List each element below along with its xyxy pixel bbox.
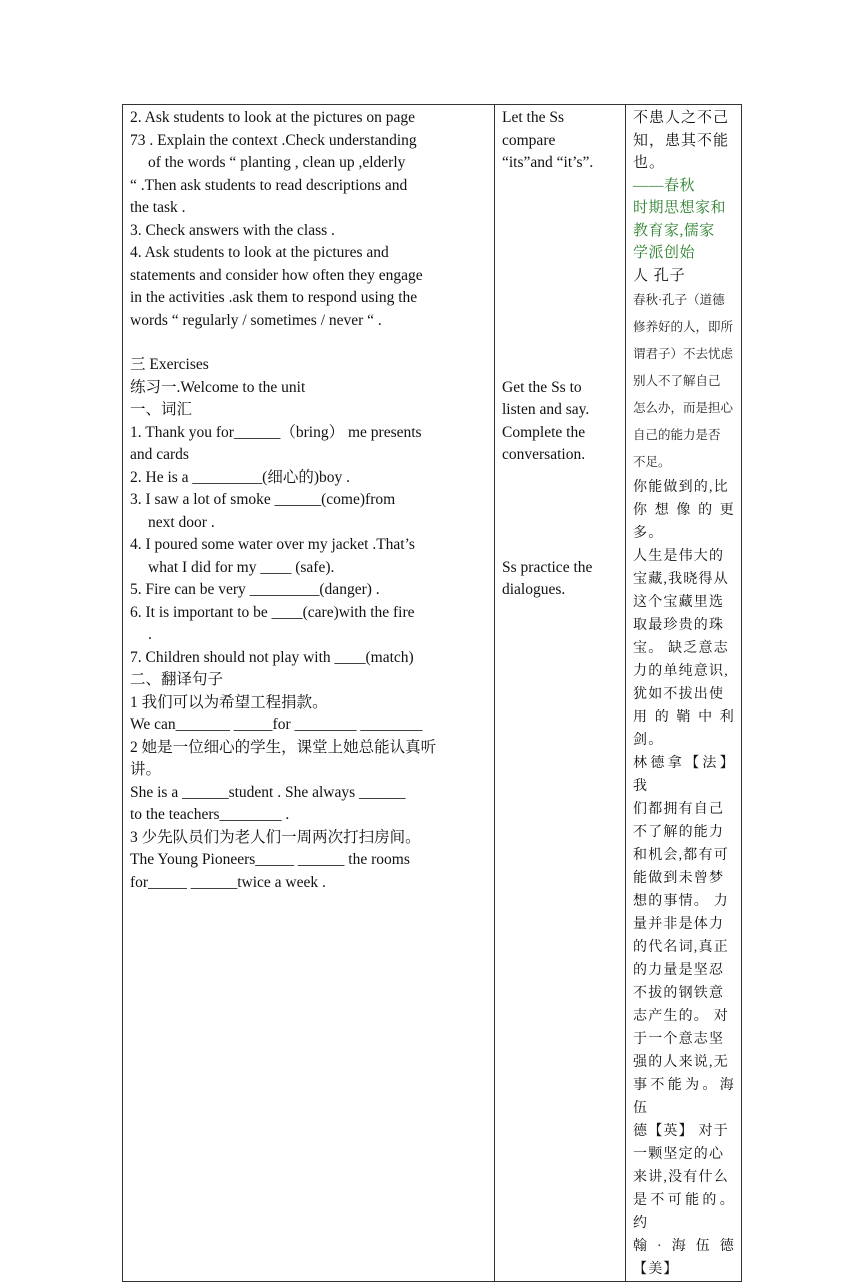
quote-line: 不患人之不己 bbox=[633, 110, 730, 126]
explanation-line: 自己的能力是否 bbox=[633, 428, 721, 442]
explanation-line: 修养好的人，即所 bbox=[633, 320, 734, 334]
activity-block-compare bbox=[502, 107, 619, 175]
procedure-line: 3. I saw a lot of smoke ______(come)from bbox=[130, 491, 396, 508]
procedure-line: for_____ ______twice a week . bbox=[130, 873, 326, 891]
procedure-line: 3 少先队员们为老人们一周两次打扫房间。 bbox=[130, 828, 421, 846]
motto-line: 不了解的能力 bbox=[633, 825, 725, 840]
explanation-line: 怎么办，而是担心 bbox=[633, 401, 734, 415]
procedure-line: to the teachers________ . bbox=[130, 806, 290, 823]
motto-line: 力的单纯意识, bbox=[633, 664, 729, 679]
motto-line: 一颗坚定的心 bbox=[633, 1147, 725, 1162]
activity-line: conversation. bbox=[502, 446, 586, 463]
motto-line: 们都拥有自己 bbox=[633, 802, 725, 817]
procedure-line: 6. It is important to be ____(care)with the fire bbox=[130, 603, 415, 621]
motto-line: 的力量是坚忍 bbox=[633, 963, 725, 978]
activity-line: Get the Ss to bbox=[502, 378, 582, 396]
motto-line: 翰·海伍德【美】 bbox=[633, 1239, 735, 1277]
attribution-line: 学派创始 bbox=[633, 245, 696, 261]
procedure-line: 7. Children should not play with ____(match) bbox=[130, 648, 414, 666]
procedure-line: 1 我们可以为希望工程捐款。 bbox=[130, 693, 328, 711]
procedure-line: She is a ______student . She always ______ bbox=[130, 783, 406, 801]
motto-line: 于一个意志坚 bbox=[633, 1032, 725, 1047]
motto-line: 德【英】 对于 bbox=[633, 1124, 729, 1139]
quote-line: 也。 bbox=[633, 155, 666, 171]
motto-line: 你能做到的,比 bbox=[633, 480, 729, 495]
procedure-line: 2. Ask students to look at the pictures on page bbox=[130, 109, 415, 126]
motto-line: 人生是伟大的 bbox=[633, 549, 725, 564]
explanation-line: 别人不了解自己 bbox=[633, 374, 721, 388]
explanation-line: 不足。 bbox=[633, 455, 671, 469]
attribution-line: ——春秋 bbox=[633, 177, 696, 194]
motto-line: 宝。 缺乏意志 bbox=[633, 641, 729, 656]
procedure-line: 3. Check answers with the class . bbox=[130, 221, 335, 239]
procedure-line: We can_______ _____for ________ ________ bbox=[130, 716, 423, 733]
procedure-line: 三 Exercises bbox=[130, 356, 209, 373]
motto-line: 用的鞘中利剑。 bbox=[633, 710, 735, 748]
motto-line: 你想像的更多。 bbox=[633, 503, 735, 541]
procedure-line: The Young Pioneers_____ ______ the rooms bbox=[130, 851, 410, 868]
motto-line: 志产生的。 对 bbox=[633, 1009, 729, 1024]
procedure-line: what I did for my ____ (safe). bbox=[148, 558, 335, 576]
motto-line: 宝藏,我晓得从 bbox=[633, 572, 729, 587]
motto-line: 犹如不拔出使 bbox=[633, 687, 725, 702]
quote-author: 人 孔子 bbox=[633, 267, 686, 284]
activity-block-practice bbox=[502, 557, 619, 602]
motto-line: 林德拿【法】我 bbox=[633, 756, 735, 794]
procedure-lines bbox=[130, 107, 488, 894]
motto-line: 强的人来说,无 bbox=[633, 1055, 729, 1070]
motto-line: 这个宝藏里选 bbox=[633, 595, 725, 610]
procedure-line: in the activities .ask them to respond using the bbox=[130, 289, 418, 306]
procedure-line: “ .Then ask students to read descriptions and bbox=[130, 176, 408, 194]
procedure-line: words “ regularly / sometimes / never “ . bbox=[130, 311, 382, 329]
quote-attribution bbox=[633, 175, 735, 265]
procedure-line: and cards bbox=[130, 446, 189, 463]
motto-line: 是不可能的。约 bbox=[633, 1193, 735, 1231]
motto-line: 来讲,没有什么 bbox=[633, 1170, 729, 1185]
procedure-line: 2 她是一位细心的学生，课堂上她总能认真听 bbox=[130, 738, 437, 756]
confucius-quote bbox=[633, 107, 735, 175]
activity-block-listen bbox=[502, 377, 619, 467]
activity-cell bbox=[495, 105, 626, 1282]
procedure-line: the task . bbox=[130, 199, 186, 216]
activity-line: Let the Ss bbox=[502, 109, 564, 126]
procedure-line: next door . bbox=[148, 513, 215, 531]
procedure-line: 讲。 bbox=[130, 761, 162, 778]
attribution-line: 时期思想家和 bbox=[633, 200, 727, 216]
motto-line: 能做到未曾梦 bbox=[633, 871, 725, 886]
procedure-line: 二、翻译句子 bbox=[130, 671, 224, 688]
motto-line: 想的事情。 力 bbox=[633, 894, 729, 909]
activity-line: “its”and “it’s”. bbox=[502, 154, 594, 171]
procedure-line: 1. Thank you for______（bring） me presents bbox=[130, 423, 422, 441]
attribution-line: 教育家,儒家 bbox=[633, 222, 715, 239]
procedure-cell bbox=[123, 105, 495, 1282]
lesson-table bbox=[122, 104, 742, 1282]
procedure-line: of the words “ planting , clean up ,elderly bbox=[148, 154, 406, 171]
quote-cell bbox=[626, 105, 742, 1282]
motto-line: 的代名词,真正 bbox=[633, 940, 729, 955]
motto-line: 和机会,都有可 bbox=[633, 848, 729, 863]
motto-line: 取最珍贵的珠 bbox=[633, 618, 725, 633]
motto-line: 量并非是体力 bbox=[633, 917, 725, 932]
procedure-line: 一、词汇 bbox=[130, 401, 193, 418]
activity-line: Ss practice the bbox=[502, 558, 593, 576]
procedure-line bbox=[130, 332, 488, 354]
procedure-line: 4. I poured some water over my jacket .That’s bbox=[130, 536, 415, 553]
activity-line: compare bbox=[502, 131, 556, 149]
procedure-line: 4. Ask students to look at the pictures and bbox=[130, 244, 389, 261]
procedure-line: 练习一.Welcome to the unit bbox=[130, 378, 306, 396]
explanation-line: 春秋·孔子（道德 bbox=[633, 293, 725, 307]
activity-line: Complete the bbox=[502, 423, 586, 441]
motto-line: 事不能为。海伍 bbox=[633, 1078, 735, 1116]
motto-text bbox=[633, 476, 735, 1281]
quote-explanation bbox=[633, 287, 735, 476]
activity-line: listen and say. bbox=[502, 401, 590, 418]
procedure-line: 2. He is a _________(细心的)boy . bbox=[130, 468, 350, 486]
procedure-line: . bbox=[148, 626, 152, 643]
motto-line: 不拔的钢铁意 bbox=[633, 986, 725, 1001]
procedure-line: 5. Fire can be very _________(danger) . bbox=[130, 581, 380, 598]
quote-line: 知，患其不能 bbox=[633, 132, 730, 149]
procedure-line: statements and consider how often they engage bbox=[130, 266, 423, 284]
procedure-line: 73 . Explain the context .Check understanding bbox=[130, 131, 417, 149]
explanation-line: 谓君子）不去忧虑 bbox=[633, 347, 734, 361]
activity-line: dialogues. bbox=[502, 581, 566, 598]
